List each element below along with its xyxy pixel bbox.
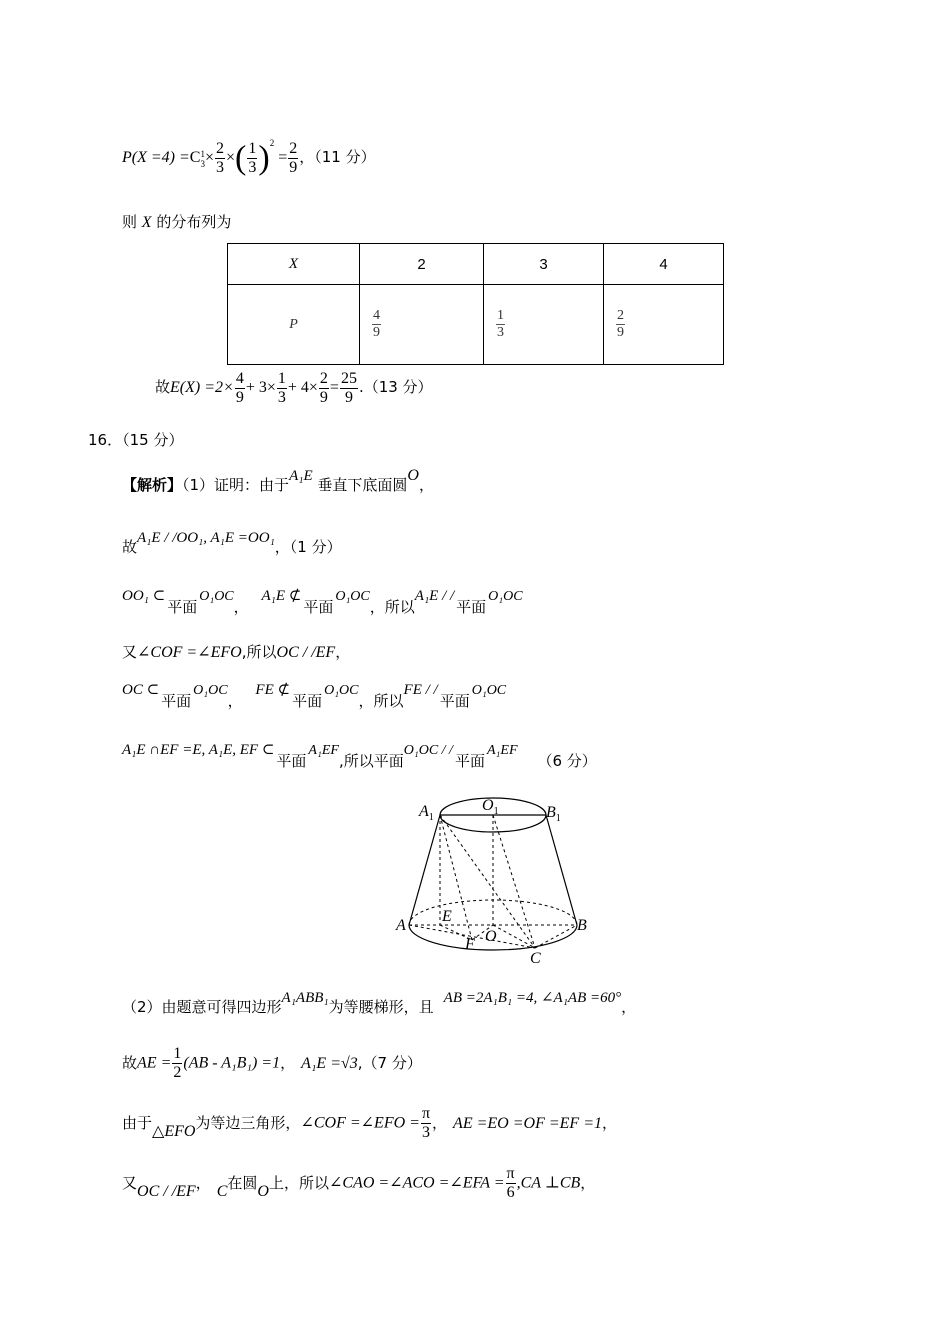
table-row	[228, 285, 724, 365]
solution-line-6: A₁E ∩EF =E, A₁E, EF ⊂平面A₁EF,所以平面O₁OC / /平面A₁EF（6 分）	[122, 742, 597, 770]
solution-line-1: 【解析】（1）证明：由于A₁E 垂直下底面圆O，	[122, 467, 434, 494]
prob-cell	[360, 285, 484, 365]
fraction: $\frac{2}{3}$	[216, 140, 224, 176]
line-cb	[535, 925, 577, 948]
fraction: $\frac{25}{9}$	[340, 370, 357, 406]
fraction: $\frac{1}{3}$	[277, 370, 286, 406]
part2-line: （2）由题意可得四边形A₁ABB₁为等腰梯形，且 AB =2A₁B₁ =4, ∠A₁AB =60°，	[122, 990, 637, 1016]
label-f: F	[465, 936, 475, 953]
prob-cell	[604, 285, 724, 365]
dist-intro: 则 X 的分布列为	[122, 213, 232, 231]
fraction: $\frac{2}{9}$	[319, 370, 328, 406]
header-cell: 2	[360, 244, 484, 285]
fraction: $\frac{\pi}{6}$	[506, 1165, 515, 1201]
right-generatrix	[546, 815, 577, 925]
question-16-header: 16．（15 分）	[88, 431, 184, 449]
distribution-table	[227, 243, 724, 365]
fraction: $\frac{4}{9}$	[235, 370, 244, 406]
label-a: A	[396, 917, 406, 934]
fraction: $\frac{2}{9}$	[289, 140, 298, 176]
ae-line: 故AE = $\frac{1}{2}$ (AB - A₁B₁) =1， A₁E =√3,（7 分）	[122, 1045, 422, 1081]
header-cell-x: X	[228, 244, 360, 285]
fraction: $\frac{1}{3}$	[497, 308, 504, 340]
p-x4-line: P(X =4) =C 1 3 × $\frac{2}{3}$ ×( $\frac{1}{3}$ )$^2$ = $\frac{2}{9}$ ，（11 分）	[122, 138, 376, 177]
label-b1: $B_1$	[546, 804, 561, 824]
label-o1: $O_1$	[482, 797, 499, 817]
line-oc	[493, 925, 535, 948]
solution-line-4: 又∠COF =∠EFO,所以OC / /EF，	[122, 643, 351, 661]
left-generatrix	[409, 815, 440, 925]
label-a1: $A_1$	[419, 803, 434, 823]
fraction: $\frac{1}{2}$	[173, 1045, 182, 1081]
solution-line-3: OO₁ ⊂平面O₁OC， A₁E ⊄平面O₁OC，所以A₁E / /平面O₁OC	[122, 588, 523, 616]
label-e: E	[442, 908, 452, 925]
fraction: $\frac{1}{3}$	[248, 140, 257, 176]
expectation-line: 故E(X) =2× $\frac{4}{9}$ + 3× $\frac{1}{3}$ + 4× $\frac{2}{9}$ = $\frac{25}{9}$ .（13 分）	[155, 370, 433, 406]
prob-cell	[484, 285, 604, 365]
fraction: $\frac{4}{9}$	[373, 308, 380, 340]
fraction: $\frac{\pi}{3}$	[421, 1105, 431, 1141]
solution-line-2: 故A₁E / /OO₁, A₁E =OO₁，（1 分）	[122, 530, 342, 556]
label-o: O	[485, 928, 497, 945]
last-line: 又OC / /EF， C在圆O上，所以∠CAO =∠ACO =∠EFA = $\frac{\pi}{6}$ ,CA ⊥CB，	[122, 1165, 596, 1201]
header-cell: 3	[484, 244, 604, 285]
header-cell: 4	[604, 244, 724, 285]
frustum-figure	[395, 790, 605, 970]
label-b: B	[577, 917, 587, 934]
fraction: $\frac{2}{9}$	[617, 308, 624, 340]
label-c: C	[530, 950, 541, 967]
efo-line: 由于△EFO为等边三角形，∠COF =∠EFO = $\frac{\pi}{3}$ ， AE =EO =OF =EF =1，	[122, 1105, 617, 1141]
solution-line-5: OC ⊂平面O₁OC， FE ⊄平面O₁OC，所以FE / /平面O₁OC	[122, 682, 507, 710]
row-label-p: P	[228, 285, 360, 365]
table-row	[228, 244, 724, 285]
